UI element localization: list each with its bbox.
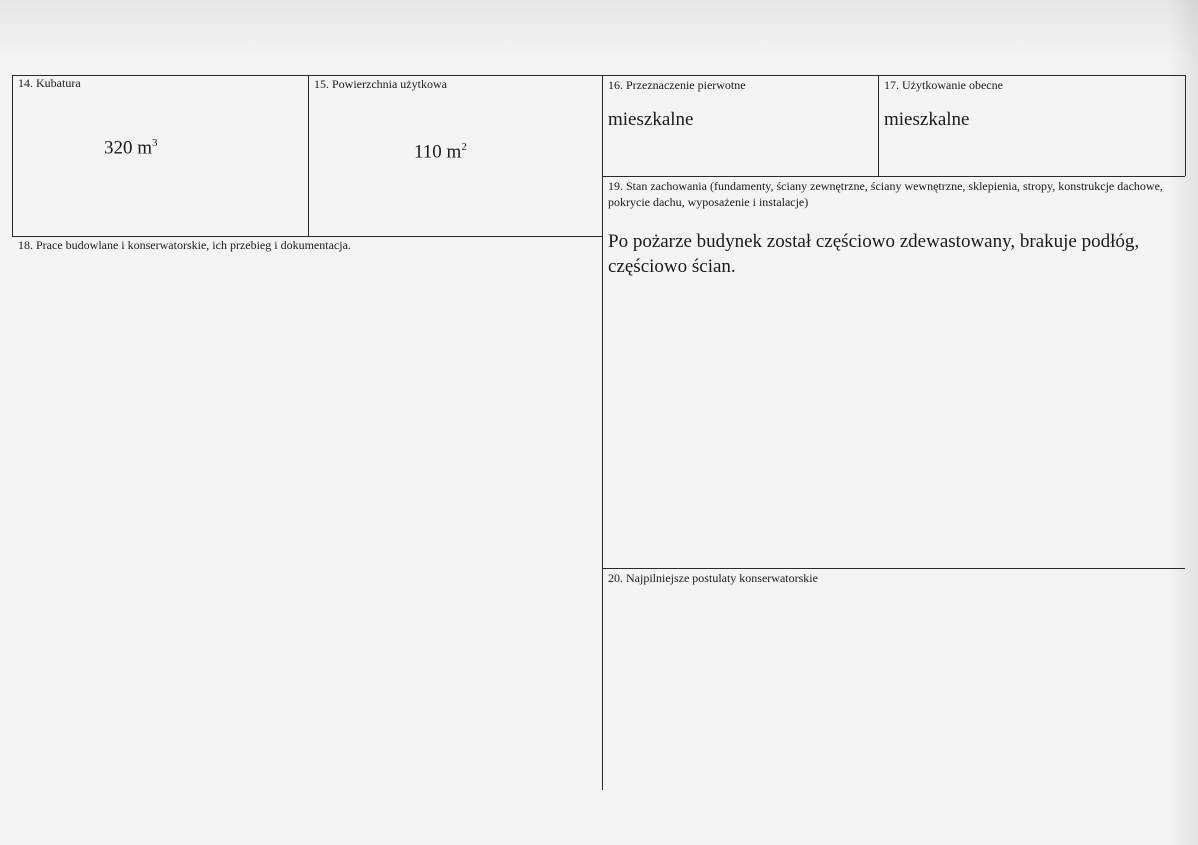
unit-exponent: 2 xyxy=(461,141,467,153)
divider xyxy=(602,75,1185,76)
divider xyxy=(1185,75,1186,176)
field-14-label: 14. Kubatura xyxy=(18,76,81,90)
divider xyxy=(308,75,309,237)
field-16-label: 16. Przeznaczenie pierwotne xyxy=(608,78,746,92)
field-18-label: 18. Prace budowlane i konserwatorskie, ich przebieg i dokumentacja. xyxy=(18,238,351,252)
field-19-value: Po pożarze budynek został częściowo zdewastowany, brakuje podłóg, częściowo ścian. xyxy=(608,231,1140,277)
divider xyxy=(602,75,603,790)
field-20-label: 20. Najpilniejsze postulaty konserwatorskie xyxy=(608,571,818,585)
field-14-value xyxy=(104,137,158,159)
field-19-label: 19. Stan zachowania (fundamenty, ściany zewnętrzne, ściany wewnętrzne, sklepienia, stropy, konstrukcje dachowe, pokrycie dachu, wyposażenie i instalacje) xyxy=(608,179,1163,209)
field-15-value xyxy=(414,141,467,163)
field-16-value: mieszkalne xyxy=(608,109,694,130)
unit-exponent: 3 xyxy=(152,137,158,149)
divider xyxy=(602,176,1185,177)
field-15-label: 15. Powierzchnia użytkowa xyxy=(314,77,447,91)
field-17-label: 17. Użytkowanie obecne xyxy=(884,78,1003,92)
scan-shadow xyxy=(0,0,1198,60)
area-value: 110 m xyxy=(414,141,462,163)
divider xyxy=(12,75,602,76)
divider xyxy=(12,75,13,237)
divider xyxy=(12,236,602,237)
divider xyxy=(878,75,879,176)
divider xyxy=(602,568,1185,569)
scan-edge xyxy=(1168,0,1198,845)
field-17-value: mieszkalne xyxy=(884,109,970,130)
kubatura-value: 320 m xyxy=(104,137,153,159)
